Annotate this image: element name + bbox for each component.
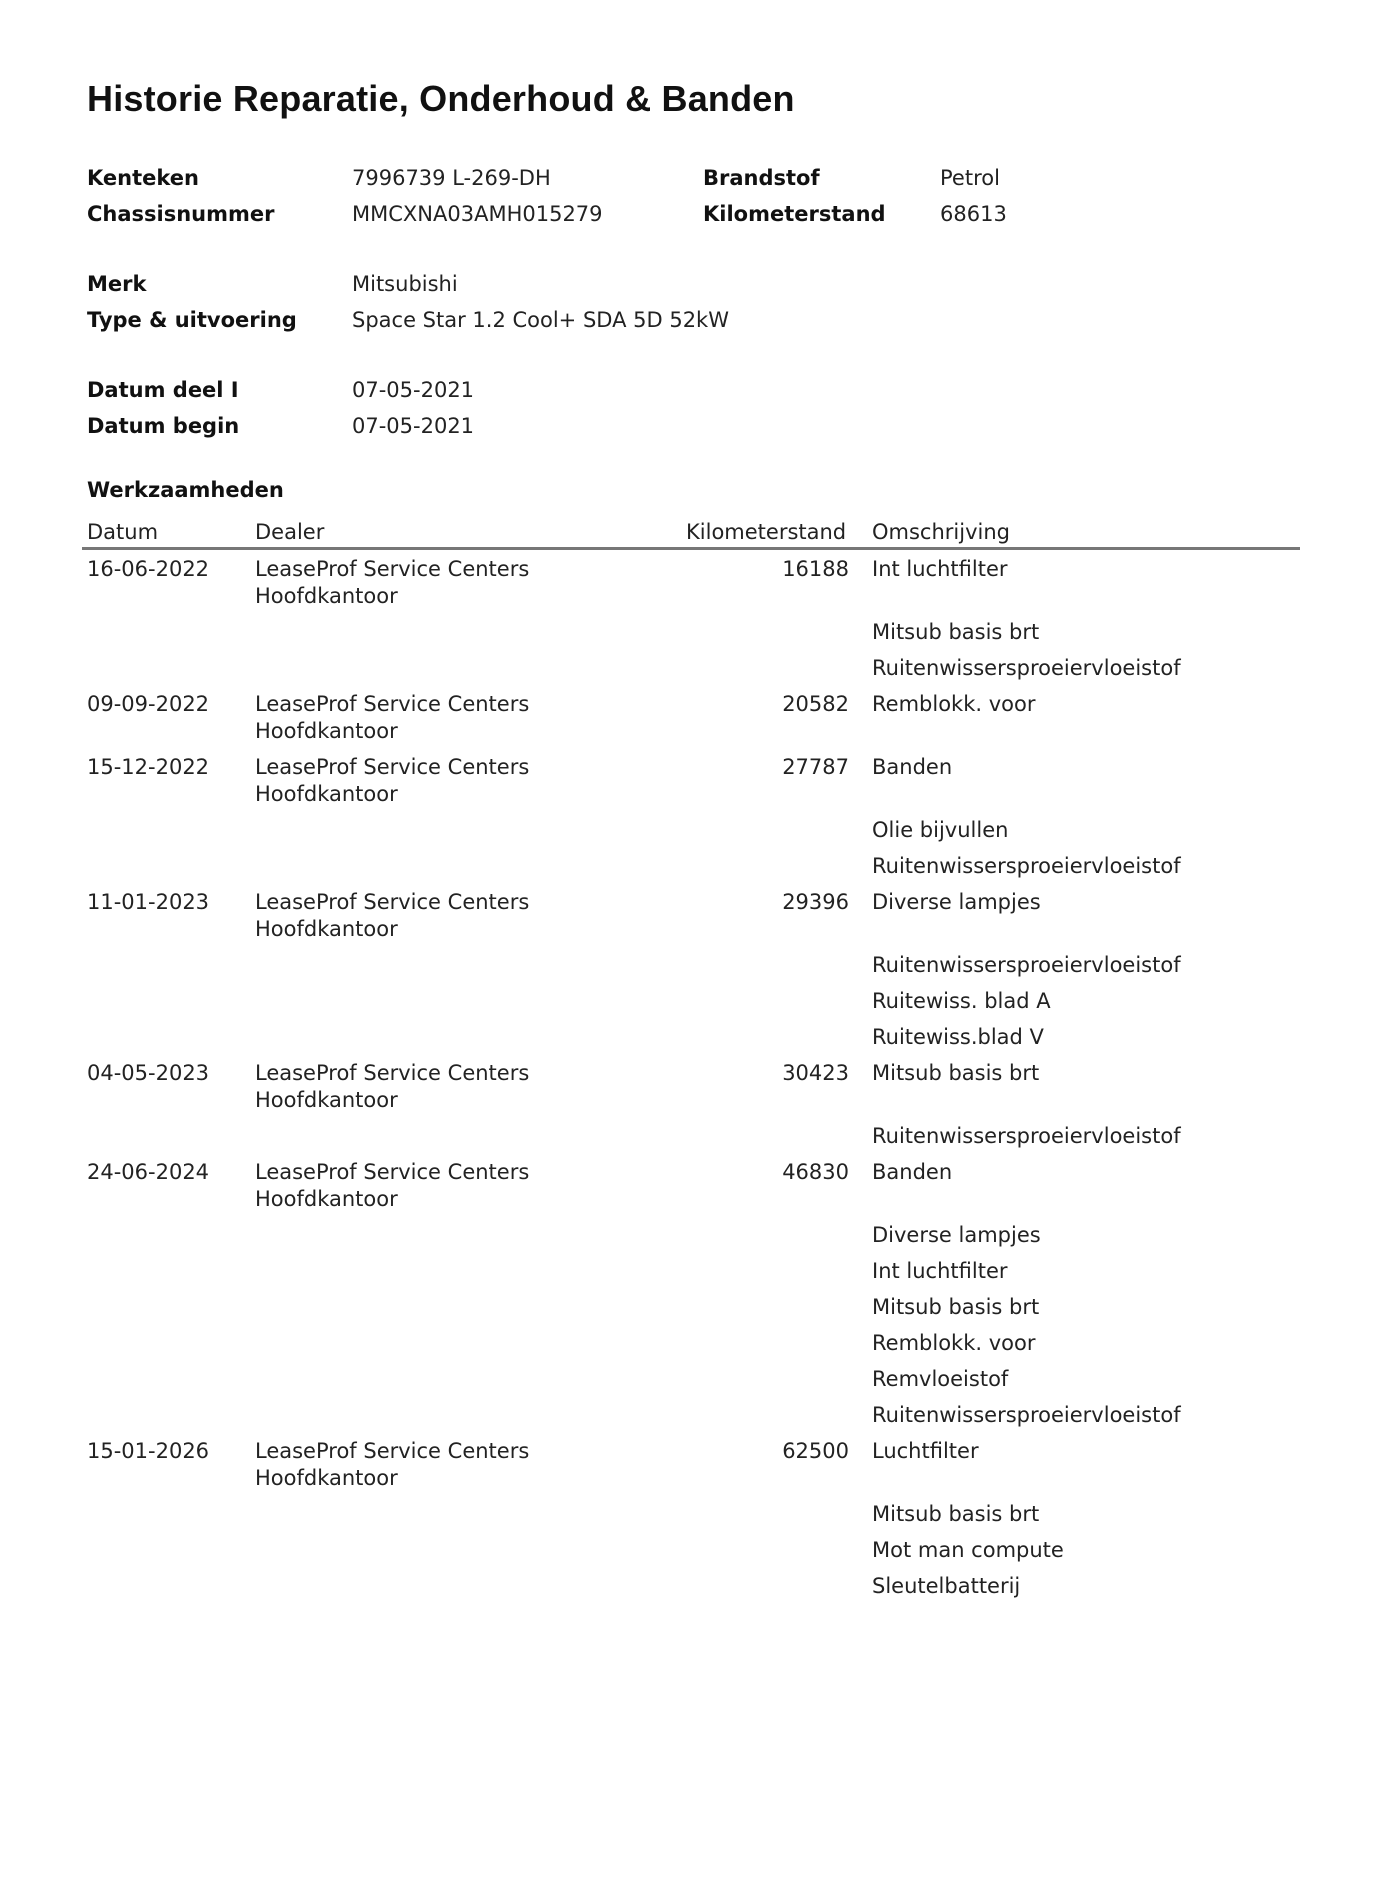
row-omschrijving-item: Ruitewiss. blad A xyxy=(872,989,1051,1013)
row-date: 15-01-2026 xyxy=(87,1439,210,1463)
row-omschrijving-item: Ruitenwissersproeiervloeistof xyxy=(872,854,1181,878)
row-omschrijving-item: Mitsub basis brt xyxy=(872,1295,1040,1319)
datum-deel-value: 07-05-2021 xyxy=(352,378,475,402)
row-omschrijving-item: Ruitenwissersproeiervloeistof xyxy=(872,953,1181,977)
kenteken-label: Kenteken xyxy=(87,166,199,190)
chassis-value: MMCXNA03AMH015279 xyxy=(352,202,603,226)
row-omschrijving-item: Remvloeistof xyxy=(872,1367,1009,1391)
merk-value: Mitsubishi xyxy=(352,272,458,296)
row-kilometerstand: 16188 xyxy=(782,557,849,581)
row-omschrijving-item: Remblokk. voor xyxy=(872,692,1036,716)
row-dealer-name: LeaseProf Service Centers xyxy=(255,692,530,716)
row-kilometerstand: 29396 xyxy=(782,890,849,914)
kilometerstand-value: 68613 xyxy=(940,202,1007,226)
chassis-label: Chassisnummer xyxy=(87,202,275,226)
row-omschrijving-item: Ruitenwissersproeiervloeistof xyxy=(872,1124,1181,1148)
datum-begin-value: 07-05-2021 xyxy=(352,414,475,438)
datum-deel-label: Datum deel I xyxy=(87,378,239,402)
row-kilometerstand: 30423 xyxy=(782,1061,849,1085)
row-dealer-name: LeaseProf Service Centers xyxy=(255,557,530,581)
row-dealer-name: LeaseProf Service Centers xyxy=(255,1061,530,1085)
row-dealer-name: LeaseProf Service Centers xyxy=(255,1160,530,1184)
row-omschrijving-item: Ruitewiss.blad V xyxy=(872,1025,1044,1049)
page-title: Historie Reparatie, Onderhoud & Banden xyxy=(87,78,795,119)
row-dealer-name: LeaseProf Service Centers xyxy=(255,1439,530,1463)
row-omschrijving-item: Int luchtfilter xyxy=(872,557,1008,581)
row-dealer-location: Hoofdkantoor xyxy=(255,1187,398,1211)
row-dealer-location: Hoofdkantoor xyxy=(255,782,398,806)
kilometerstand-label: Kilometerstand xyxy=(703,202,886,226)
type-label: Type & uitvoering xyxy=(87,308,297,332)
row-date: 24-06-2024 xyxy=(87,1160,210,1184)
row-omschrijving-item: Ruitenwissersproeiervloeistof xyxy=(872,1403,1181,1427)
row-dealer-location: Hoofdkantoor xyxy=(255,917,398,941)
row-omschrijving-item: Banden xyxy=(872,755,953,779)
row-date: 15-12-2022 xyxy=(87,755,210,779)
brandstof-label: Brandstof xyxy=(703,166,820,190)
row-kilometerstand: 46830 xyxy=(782,1160,849,1184)
row-omschrijving-item: Mot man compute xyxy=(872,1538,1064,1562)
row-omschrijving-item: Mitsub basis brt xyxy=(872,1061,1040,1085)
column-header-omschrijving: Omschrijving xyxy=(872,520,1010,544)
row-date: 09-09-2022 xyxy=(87,692,210,716)
row-omschrijving-item: Mitsub basis brt xyxy=(872,620,1040,644)
column-header-datum: Datum xyxy=(87,520,159,544)
row-omschrijving-item: Banden xyxy=(872,1160,953,1184)
row-omschrijving-item: Luchtfilter xyxy=(872,1439,979,1463)
row-omschrijving-item: Remblokk. voor xyxy=(872,1331,1036,1355)
row-omschrijving-item: Int luchtfilter xyxy=(872,1259,1008,1283)
row-omschrijving-item: Mitsub basis brt xyxy=(872,1502,1040,1526)
row-omschrijving-item: Sleutelbatterij xyxy=(872,1574,1021,1598)
row-omschrijving-item: Ruitenwissersproeiervloeistof xyxy=(872,656,1181,680)
row-kilometerstand: 27787 xyxy=(782,755,849,779)
werkzaamheden-title: Werkzaamheden xyxy=(87,478,284,502)
brandstof-value: Petrol xyxy=(940,166,1000,190)
type-value: Space Star 1.2 Cool+ SDA 5D 52kW xyxy=(352,308,729,332)
row-date: 16-06-2022 xyxy=(87,557,210,581)
row-dealer-location: Hoofdkantoor xyxy=(255,719,398,743)
row-dealer-name: LeaseProf Service Centers xyxy=(255,890,530,914)
row-omschrijving-item: Diverse lampjes xyxy=(872,890,1041,914)
row-date: 04-05-2023 xyxy=(87,1061,210,1085)
row-kilometerstand: 20582 xyxy=(782,692,849,716)
column-header-kilometerstand: Kilometerstand xyxy=(686,520,847,544)
column-header-dealer: Dealer xyxy=(255,520,325,544)
row-dealer-location: Hoofdkantoor xyxy=(255,584,398,608)
merk-label: Merk xyxy=(87,272,147,296)
row-kilometerstand: 62500 xyxy=(782,1439,849,1463)
row-dealer-name: LeaseProf Service Centers xyxy=(255,755,530,779)
kenteken-value: 7996739 L-269-DH xyxy=(352,166,551,190)
row-omschrijving-item: Diverse lampjes xyxy=(872,1223,1041,1247)
datum-begin-label: Datum begin xyxy=(87,414,240,438)
row-dealer-location: Hoofdkantoor xyxy=(255,1466,398,1490)
row-date: 11-01-2023 xyxy=(87,890,210,914)
row-omschrijving-item: Olie bijvullen xyxy=(872,818,1009,842)
row-dealer-location: Hoofdkantoor xyxy=(255,1088,398,1112)
